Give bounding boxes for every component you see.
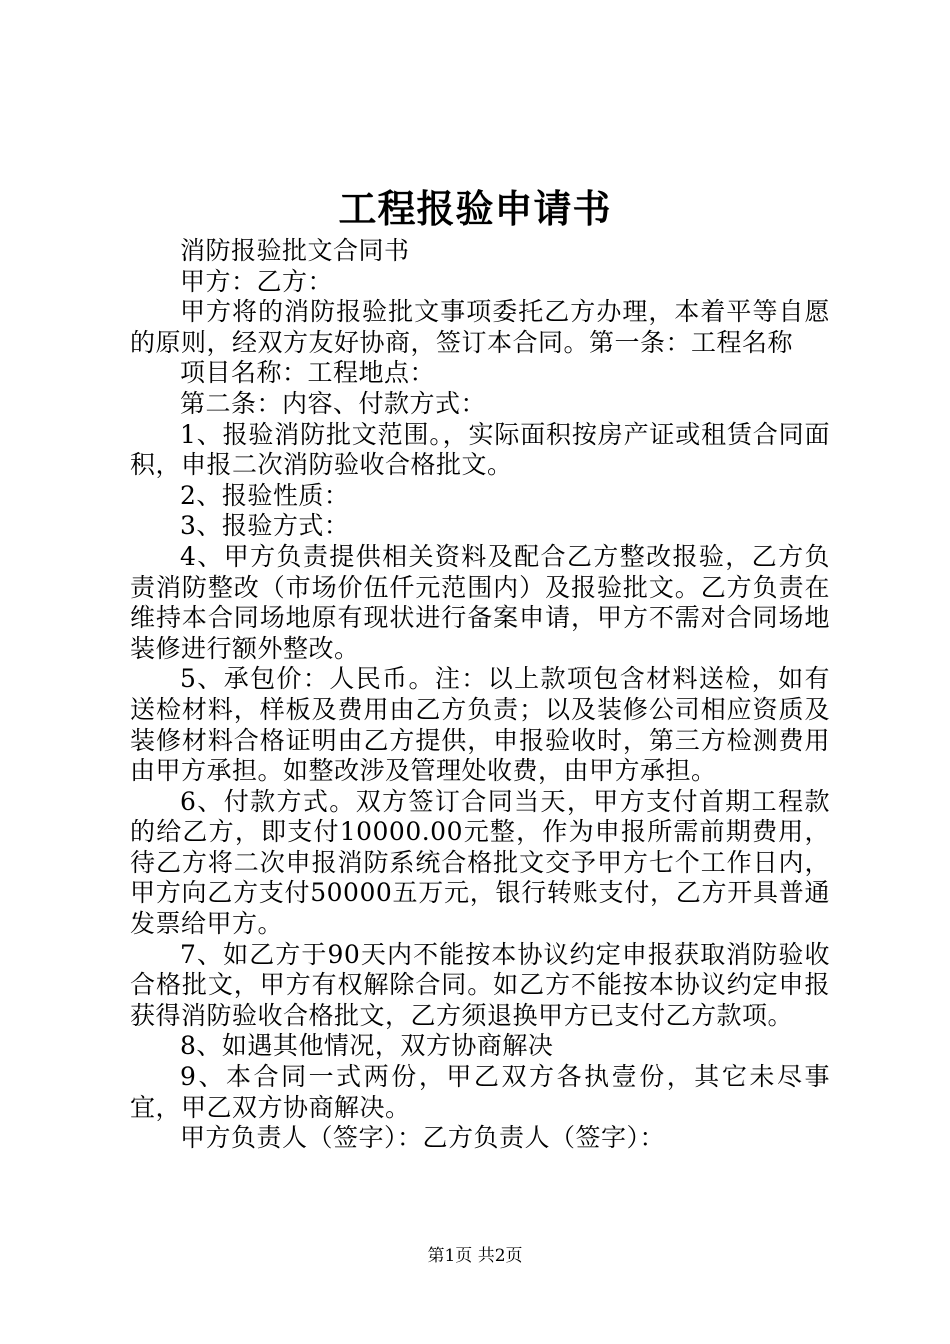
paragraph: 1、报验消防批文范围。，实际面积按房产证或租赁合同面积，申报二次消防验收合格批文。 <box>130 419 830 480</box>
paragraph: 7、如乙方于90天内不能按本协议约定申报获取消防验收合格批文，甲方有权解除合同。如乙方不能按本协议约定申报获得消防验收合格批文，乙方须退换甲方已支付乙方款项。 <box>130 939 830 1030</box>
paragraph: 4、甲方负责提供相关资料及配合乙方整改报验，乙方负责消防整改（市场价伍仟元范围内）及报验批文。乙方负责在维持本合同场地原有现状进行备案申请，甲方不需对合同场地装修进行额外整改。 <box>130 541 830 663</box>
paragraph: 第二条：内容、付款方式： <box>180 388 487 418</box>
paragraph: 2、报验性质： <box>180 480 350 510</box>
page-number-footer: 第1页 共2页 <box>427 1246 523 1266</box>
paragraph: 3、报验方式： <box>180 511 350 541</box>
paragraph: 项目名称：工程地点： <box>180 358 436 388</box>
paragraph: 9、本合同一式两份，甲乙双方各执壹份，其它未尽事宜，甲乙双方协商解决。 <box>130 1062 830 1122</box>
paragraph: 甲方将的消防报验批文事项委托乙方办理，本着平等自愿的原则，经双方友好协商，签订本合同。第一条：工程名称 <box>130 297 830 357</box>
document-title: 工程报验申请书 <box>338 186 612 231</box>
document-body <box>130 236 830 1154</box>
paragraph: 8、如遇其他情况，双方协商解决 <box>180 1031 554 1061</box>
paragraph: 甲方：乙方： <box>180 266 334 296</box>
paragraph: 5、承包价：人民币。注：以上款项包含材料送检，如有送检材料，样板及费用由乙方负责；以及装修公司相应资质及装修材料合格证明由乙方提供，申报验收时，第三方检测费用由甲方承担。如整改涉及管理处收费，由甲方承担。 <box>130 664 830 786</box>
paragraph: 6、付款方式。双方签订合同当天，甲方支付首期工程款的给乙方，即支付10000.00元整，作为申报所需前期费用，待乙方将二次申报消防系统合格批文交予甲方七个工作日内，甲方向乙方支付50000五万元，银行转账支付，乙方开具普通发票给甲方。 <box>130 786 830 939</box>
paragraph: 消防报验批文合同书 <box>180 236 410 265</box>
signature-line: 甲方负责人（签字）：乙方负责人（签字）： <box>180 1123 666 1153</box>
